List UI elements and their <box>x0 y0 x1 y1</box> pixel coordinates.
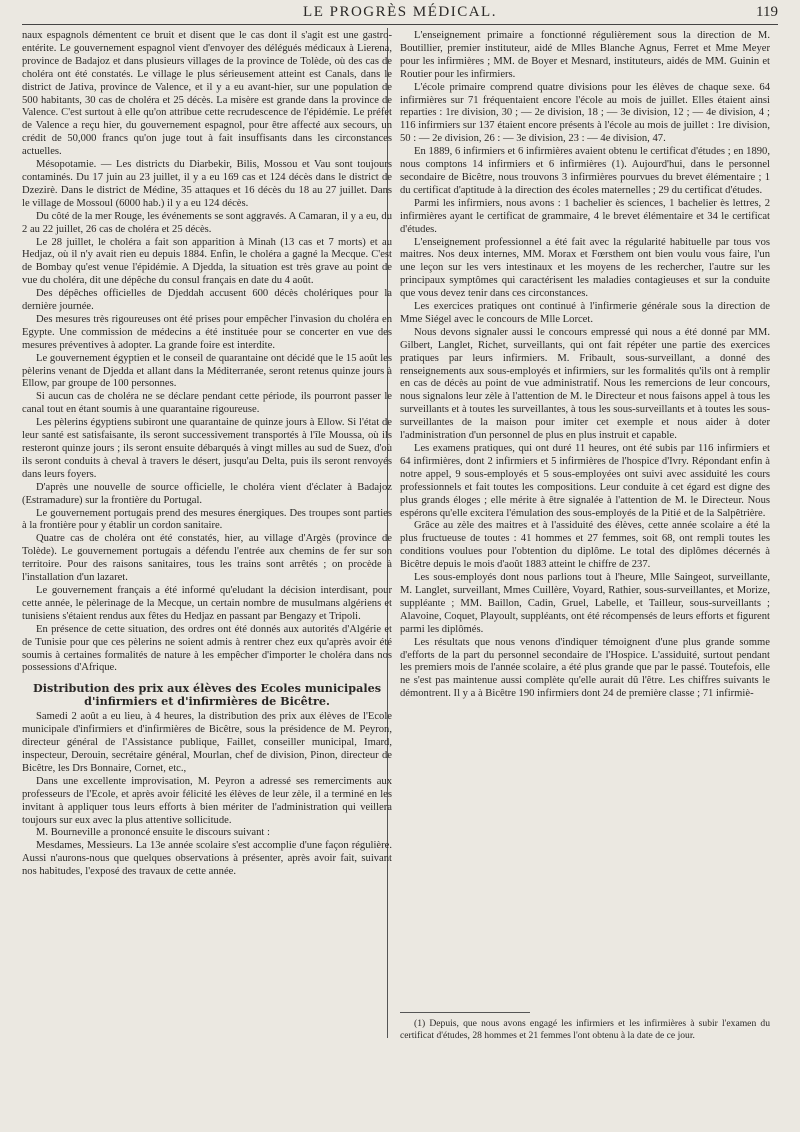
paragraph: D'après une nouvelle de source officielle, le choléra vient d'éclater à Badajoz (Estramadure) sur la frontière du Portugal. <box>22 481 392 506</box>
paragraph: En présence de cette situation, des ordres ont été donnés aux autorités d'Algérie et de Tunisie pour que ces pèlerins ne soient admis à rentrer chez eux qu'après avoir été soumis à certaines formalités de nature à les empêcher d'importer le choléra dans nos possessions d'Afrique. <box>22 623 392 674</box>
paragraph: M. Bourneville a prononcé ensuite le discours suivant : <box>36 827 270 839</box>
paragraph: Le gouvernement égyptien et le conseil de quarantaine ont décidé que le 15 août les pèlerins venant de Djedda et allant dans la Méditerranée, seront retenus quinze jours à Ellow, par groupe de 100 personnes. <box>22 352 392 390</box>
page-number: 119 <box>756 4 778 20</box>
paragraph: Du côté de la mer Rouge, les événements se sont aggravés. A Camaran, il y a eu, du 2 au 22 juillet, 26 cas de choléra et 25 décès. <box>22 210 392 235</box>
paragraph: Les examens pratiques, qui ont duré 11 heures, ont été subis par 116 infirmiers et 64 infirmières, dont 2 infirmiers et 5 infirmières de l'hospice d'Ivry. Répondant enfin à notre appel, 9 sous-employés et 5 sous-employées ont suivi avec assiduité les cours professionnels et fait toutes les compositions. Leur conduite à cet égard est digne des plus grands éloges ; elle mérite à être signalée à l'attention de M. le Directeur. Nous espérons qu'elle excitera l'émulation des sous-employés de la Pitié et de la Salpêtrière. <box>400 443 770 519</box>
paragraph: Mésopotamie. — Les districts du Diarbekir, Bilis, Mossou et Vau sont toujours contaminés. Du 17 juin au 23 juillet, il y a eu 169 cas et 124 décès dans le district de Dzezirè. Dans le district de Médine, 35 attaques et 16 décès du 18 au 27 juillet. Dans le village de Mossoul (6000 hab.) il y a eu 124 décès. <box>22 159 392 209</box>
paragraph: Dans une excellente improvisation, M. Peyron a adressé ses remerciments aux professeurs de l'Ecole, et après avoir félicité les élèves de leur zèle, il a terminé en les invitant à appliquer tous leurs efforts à bien mériter de l'administration qui veillera toujours sur eux avec la plus attentive sollicitude. <box>22 775 392 826</box>
journal-title: LE PROGRÈS MÉDICAL. <box>303 4 497 20</box>
paragraph: Si aucun cas de choléra ne se déclare pendant cette période, ils pourront passer le canal tout en étant soumis à une quarantaine rigoureuse. <box>22 391 392 416</box>
paragraph: Mesdames, Messieurs. La 13e année scolaire s'est accomplie d'une façon régulière. Aussi n'aurons-nous que quelques observations à présenter, après avoir fait, suivant nos habitudes, l'exposé des travaux de cette année. <box>22 840 392 878</box>
footnote <box>400 1018 770 1041</box>
paragraph: Le gouvernement français a été informé qu'eludant la décision interdisant, pour cette année, le pèlerinage de la Mecque, un certain nombre de musulmans algériens et tunisiens s'étaient rendus aux fêtes du Hedjaz en passant par Bengazy et Tripoli. <box>22 584 392 622</box>
left-column <box>22 30 392 879</box>
paragraph: Nous devons signaler aussi le concours empressé qui nous a été donné par MM. Gilbert, Langlet, Richet, surveillants, qui ont fait répéter une partie des exercices pratiques par leurs infirmiers. M. Fribault, sous-surveillant, a donné des renseignements aux sous-employés et infirmiers, sur les formalités qu'ils ont à remplir en cas de décès au point de vue administratif. Nous les remercions de leur concours, nous signalons leur zèle à l'attention de M. le Directeur et nous faisons appel à tous les surveillants et à toutes les surveillantes, à tous les sous-surveillants et à toutes les sous-surveillantes de la maison pour imiter cet exemple et nous aider à doter l'administration d'un personnel de plus en plus instruit et capable. <box>400 326 770 442</box>
paragraph: L'enseignement primaire a fonctionné régulièrement sous la direction de M. Boutillier, premier instituteur, aidé de Mlles Blanche Agnus, Ferret et Mme Meyer pour les infirmières ; MM. de Boyer et Mesnard, instituteurs, aidés de MM. Guinin et Routier pour les infirmiers. <box>400 30 770 80</box>
paragraph: Les sous-employés dont nous parlions tout à l'heure, Mlle Saingeot, surveillante, M. Langlet, surveillant, Mmes Cuillère, Voyard, Rathier, sous-surveillantes, et Morize, suppléante ; MM. Baillon, Cadin, Gruel, Labelle, et Tailleur, sous-surveillants ; Alavoine, Coquet, Playoult, suppléants, ont été récompensés de leurs efforts et figurent parmi les diplômés. <box>400 572 770 635</box>
paragraph: Parmi les infirmiers, nous avons : 1 bachelier ès sciences, 1 bachelier ès lettres, 2 infirmières ayant le certificat de grammaire, 4 le brevet élémentaire et 34 le certificat d'études. <box>400 197 770 235</box>
paragraph: Le 28 juillet, le choléra a fait son apparition à Minah (13 cas et 7 morts) et au Hedjaz, où il n'y avait rien eu depuis 1884. Enfin, le choléra a gagné la Mecque. C'est de Bombay qu'est venue l'épidémie. A Djedda, la situation est très grave au point de vue du choléra, dit une dépêche du consul français en date du 4 août. <box>22 236 392 287</box>
paragraph: Grâce au zèle des maitres et à l'assiduité des élèves, cette année scolaire a été la plus fructueuse de toutes : 41 hommes et 27 femmes, soit 68, ont rempli toutes les conditions voulues pour l'obtention du diplôme. Le total des diplômes décernés à Bicêtre depuis le mois d'août 1883 atteint le chiffre de 237. <box>400 520 770 571</box>
right-column <box>400 30 770 701</box>
paragraph: L'enseignement professionnel a été fait avec la régularité habituelle par tous vos maitres. Nos deux internes, MM. Morax et Fœrsthem ont bien voulu vous faire, l'un une leçon sur les vers intestinaux et les moyens de les rechercher, l'autre sur les principaux symptômes qui caractérisent les maladies contagieuses et sur la conduite que vous devez tenir dans ces circonstances. <box>400 236 770 300</box>
paragraph: Le gouvernement portugais prend des mesures énergiques. Des troupes sont parties à la frontière pour y établir un cordon sanitaire. <box>22 507 392 532</box>
paragraph: Samedi 2 août a eu lieu, à 4 heures, la distribution des prix aux élèves de l'Ecole municipale d'infirmiers et d'infirmières de Bicêtre, sous la présidence de M. Peyron, directeur général de l'Assistance publique, Faillet, conseiller municipal, Imard, inspecteur, Derouin, secrétaire général, Mourlan, chef de division, Pinon, directeur de Bicêtre, les Drs Bonnaire, Cornet, etc., <box>22 711 392 774</box>
page-header <box>22 4 778 25</box>
paragraph: Quatre cas de choléra ont été constatés, hier, au village d'Argès (province de Tolède). Le gouvernement portugais a défendu l'entrée aux chemins de fer sur son territoire. Pour des raisons sanitaires, tous les trains sont arrêtés ; on procède à l'installation d'un lazaret. <box>22 533 392 584</box>
footnote-text: (1) Depuis, que nous avons engagé les infirmiers et les infirmières à subir l'examen du certificat d'études, 28 hommes et 21 femmes l'ont obtenu à la date de ce jour. <box>400 1018 770 1041</box>
paragraph: Des mesures très rigoureuses ont été prises pour empêcher l'invasion du choléra en Egypte. Une commission de médecins a été instituée pour se concerter en vue des mesures préventives à adopter. La grande foire est interdite. <box>22 313 392 351</box>
section-title: Distribution des prix aux élèves des Ecoles municipales d'infirmiers et d'infirmières de Bicêtre. <box>33 681 381 709</box>
paragraph: Les exercices pratiques ont continué à l'infirmerie générale sous la direction de Mme Siégel avec le concours de Mlle Lorcet. <box>400 301 770 325</box>
paragraph: naux espagnols démentent ce bruit et disent que le cas dont il s'agit est une gastro-entérite. Le gouvernement espagnol vient d'envoyer des délégués médicaux à Lierena, province de Badajoz et dans plusieurs villages de la province de Tolède, où des cas de choléra ont été constatés. Le village le plus sérieusement atteint est Canals, dans le district de Jativa, province de Valence, et il y a eu avant-hier, sur une population de 500 habitants, 30 cas de choléra et 25 décès. La misère est grande dans la province de Valence. C'est surtout à elle qu'on attribue cette recrudescence de l'épidémie. Le préfet de Valence a reçu hier, du gouvernement espagnol, pour être affecté aux secours, un crédit de 50,000 francs qu'on juge tout à fait insuffisants dans les circonstances actuelles. <box>22 30 392 158</box>
paragraph: L'école primaire comprend quatre divisions pour les élèves de chaque sexe. 64 infirmières sur 71 fréquentaient encore l'école au mois de juillet. Elles étaient ainsi reparties : 1re division, 30 ; — 2e division, 18 ; — 3e division, 12 ; — 4e division, 4 ; 116 infirmiers sur 137 étaient encore présents à l'école au mois de juillet : 1re division, 50 : — 2e division, 26 : — 3e division, 23 : — 4e division, 47. <box>400 81 770 145</box>
paragraph: En 1889, 6 infirmiers et 6 infirmières avaient obtenu le certificat d'études ; en 1890, nous comptons 14 infirmiers et 6 infirmières (1). Aujourd'hui, dans le personnel secondaire de Bicêtre, nous trouvons 3 infirmières pourvues du brevet élémentaire ; 1 du certificat d'aptitude à la direction des écoles maternelles ; 29 du certificat d'études. <box>400 146 770 196</box>
footnote-divider <box>400 1012 530 1013</box>
paragraph: Les résultats que nous venons d'indiquer témoignent d'une plus grande somme d'efforts de la part du personnel secondaire de l'Hospice. L'assiduité, surtout pendant les premiers mois de l'année scolaire, a été plus grande que par le passé. Toutefois, elle ne s'est pas maintenue aussi complète qu'elle aurait dû l'être. Les chiffres suivants le démontrent. Il y a à Bicêtre 190 infirmiers dont 24 de première classe ; 71 infirmiè- <box>400 636 770 700</box>
paragraph: Des dépêches officielles de Djeddah accusent 600 décès cholériques pour la dernière journée. <box>22 288 392 313</box>
paragraph: Les pèlerins égyptiens subiront une quarantaine de quinze jours à Ellow. Si l'état de leur santé est satisfaisante, ils seront successivement transportés à l'île Moussa, où ils resteront quinze jours ; ils seront ensuite débarqués à vingt milles au sud de Suez, d'où ils seront conduits à cheval à travers le désert, jusqu'au Delta, puis ils seront renvoyés dans leurs foyers. <box>22 417 392 480</box>
